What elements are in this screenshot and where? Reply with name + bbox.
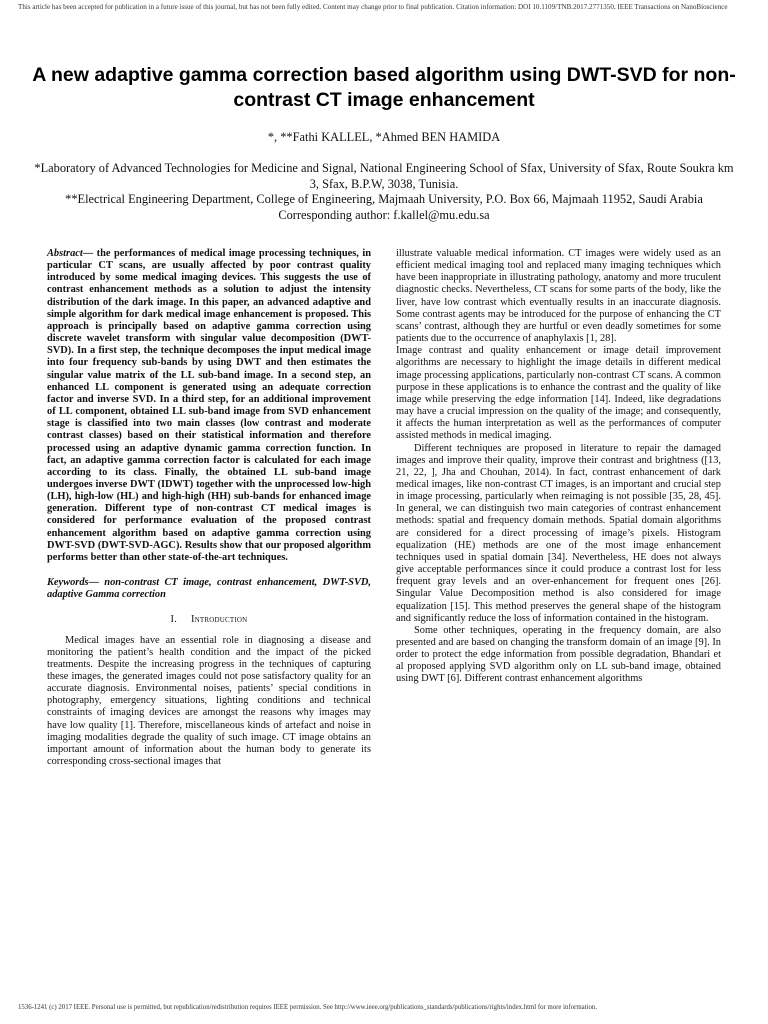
affiliation-1: *Laboratory of Advanced Technologies for Medicine and Signal, National Engineering School of Sfax, University of Sfax, Route Soukra km 3, Sfax, B.P.W, 3038, Tunisia.: [34, 161, 734, 191]
section-title: Introduction: [191, 614, 248, 626]
right-column: [396, 248, 721, 686]
paragraph-different-techniques: Different techniques are proposed in literature to repair the damaged images and improve their quality, improve their contrast and brightness ([13, 21, 22, ], Jha and Chouhan, 2014). In fact, contrast enhancement of dark medical images, like non-contrast CT images, is an important and crucial step in image processing, particularly when reimaging is not possible [35, 28, 45]. In general, we can distinguish two main categories of contrast enhancement methods: spatial and frequency domain methods. Spatial domain algorithms are considered for a direct processing of image’s pixels. Histogram equalization (HE) methods are one of the most image enhancement techniques used in spatial domain [34]. Nevertheless, HE does not always give acceptable performances since it could produce a contrast lost for less frequent gray levels and an over-enhancement for frequent ones [26]. Singular Value Decomposition method is also considered for image equalization [15]. This method preserves the general shape of the histogram and significantly reduce the loss of information contained in the histogram.: [396, 442, 721, 624]
abstract: [47, 248, 371, 564]
paper-title: A new adaptive gamma correction based algorithm using DWT-SVD for non-contrast CT image enhancement: [32, 64, 736, 111]
corresponding-author: Corresponding author: f.kallel@mu.edu.sa: [278, 207, 490, 222]
keywords-lead: Keywords: [47, 577, 89, 589]
header-notice: This article has been accepted for publication in a future issue of this journal, but has not been fully edited. Content may change prior to final publication. Citation information: DOI 10.1109/TNB.2017.2771350, IEEE Transactions on NanoBioscience: [18, 3, 728, 11]
abstract-lead: Abstract: [47, 248, 83, 259]
authors: *, **Fathi KALLEL, *Ahmed BEN HAMIDA: [267, 130, 501, 144]
affiliation-2: **Electrical Engineering Department, College of Engineering, Majmaah University, P.O. Box 66, Majmaah 11952, Saudi Arabia: [65, 192, 703, 207]
affiliations: [30, 161, 738, 223]
paragraph-other-techniques: Some other techniques, operating in the frequency domain, are also presented and are based on changing the transform domain of an image [9]. In order to protect the edge information from possible degradation, Bhandari et al proposed applying SVD algorithm only on LL sub-band image, obtained using DWT [6]. Different contrast enhancement algorithms: [396, 624, 721, 685]
paragraph-intro: Medical images have an essential role in diagnosing a disease and monitoring the patient’s health condition and the impact of the picked treatments. Despite the increasing progress in the techniques of capturing these images, the generated images could not pose satisfactory quality for an accurate diagnosis. Environmental noises, patients’ special conditions in photography, emergency situations, lighting conditions and technical constraints of imaging devices are amongst the reasons why images may have low quality [1]. Therefore, miscellaneous kinds of artefact and noise in imaging modalities degrade the quality of such image. CT image obtains an important amount of information about the human body to generate its corresponding cross-sectional images that: [47, 634, 371, 768]
footer-copyright: 1536-1241 (c) 2017 IEEE. Personal use is permitted, but republication/redistribution requires IEEE permission. See http://www.ieee.org/publications_standards/publications/rights/index.html for more information.: [18, 1004, 597, 1011]
abstract-text: — the performances of medical image processing techniques, in particular CT scans, are usually affected by poor contrast quality introduced by some medical imaging devices. This suggests the use of contrast enhancement methods as a solution to adjust the intensity distribution of the dark image. In this paper, an advanced adaptive and simple algorithm for dark medical image enhancement is proposed. This approach is principally based on adaptive gamma correction using discrete wavelet transform with singular value decomposition (DWT-SVD). In a first step, the technique decomposes the input medical image into four frequency sub-bands by using DWT and then estimates the singular value matrix of the LL sub-band image. In a second step, an enhanced LL component is generated using an adequate correction factor and inverse SVD. In a third step, for an additional improvement of LL component, obtained LL sub-band image from SVD enhancement stage is classified into two main classes (low contrast and moderate contrast classes) based on their statistical information and therefore processed using an adaptive dynamic gamma correction function. In fact, an adaptive gamma correction factor is calculated for each image according to its class. Finally, the obtained LL sub-band image undergoes inverse DWT (IDWT) together with the unprocessed low-high (LH), high-low (HL) and high-high (HH) sub-bands for enhanced image generation. Different type of non-contrast CT medical images is considered for performance evaluation of the proposed contrast enhancement algorithm based on adaptive gamma correction using DWT-SVD (DWT-SVD-AGC). Results show that our proposed algorithm performs better than other state-of-the-art techniques.: [47, 248, 371, 563]
paragraph-intro-continued: illustrate valuable medical information. CT images were widely used as an efficient medical imaging tool and replaced many imaging techniques which have been inappropriate in illustrating pathology, anatomy and more truculent diagnostic checks. Nevertheless, CT scans for some parts of the body, like the liver, have low contrast which eventually results in an inaccurate diagnosis. Some contrast agents may be introduced for the purpose of enhancing the CT scans’ contrast, although they are hurtful or even deadly sometimes for some patients due to the occurrence of anaphylaxis [1, 28].: [396, 248, 721, 345]
keywords-text: — non-contrast CT image, contrast enhancement, DWT-SVD, adaptive Gamma correction: [47, 577, 371, 601]
section-number: I.: [170, 614, 178, 626]
keywords: [47, 577, 371, 601]
left-column: [47, 248, 371, 768]
paragraph-quality-enhancement: Image contrast and quality enhancement or image detail improvement algorithms are necessary to highlight the image details in different medical image processing applications, particularly non-contrast CT scans. A common purpose in these applications is to enhance the contrast and the quality of like image while preserving the edge information [14]. Indeed, like degradations may have a crucial impression on the quality of the image; and consequently, it affects the human interpretation as well as the performances of computer assisted methods in medical imaging.: [396, 345, 721, 442]
section-heading: [47, 614, 371, 626]
